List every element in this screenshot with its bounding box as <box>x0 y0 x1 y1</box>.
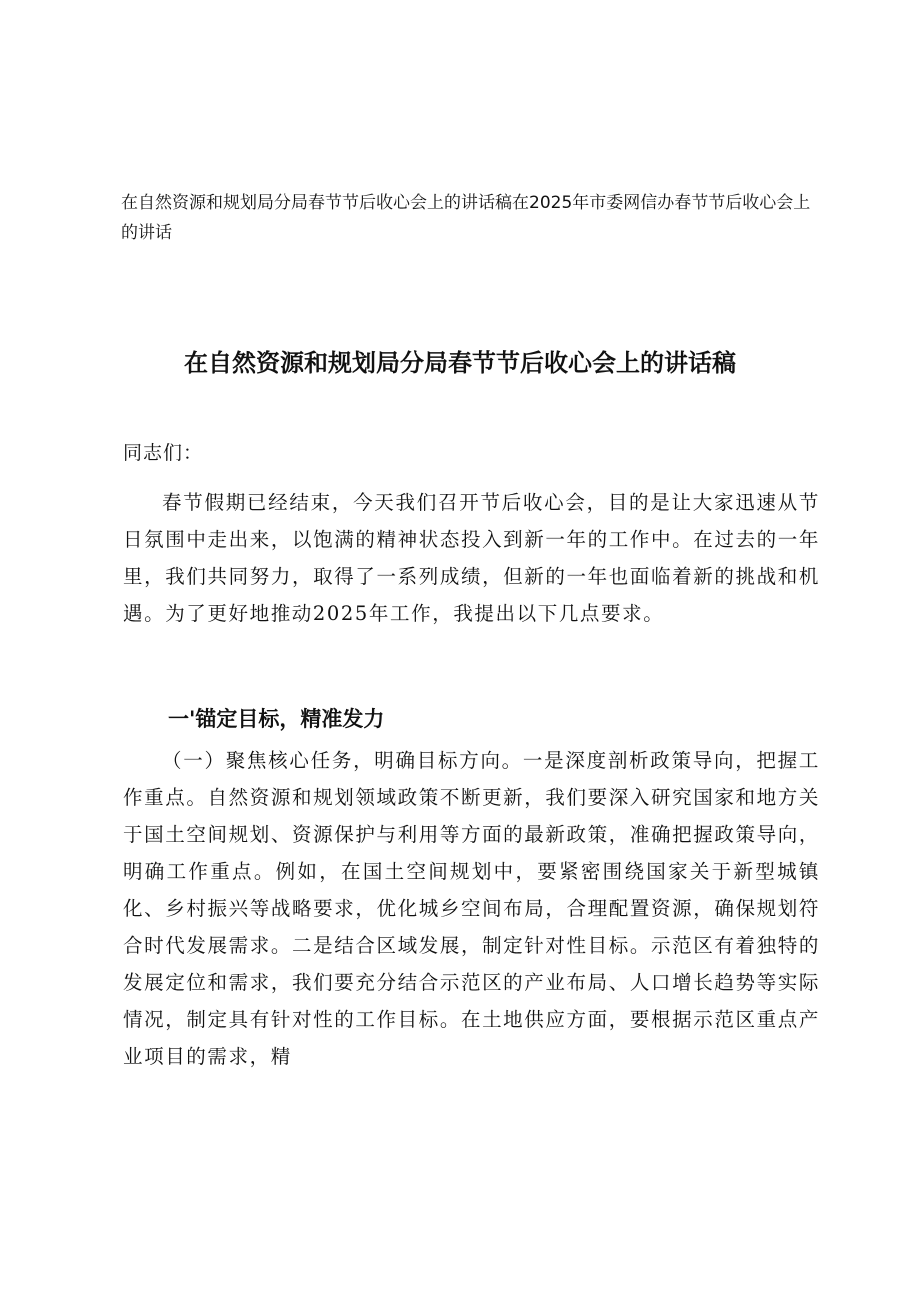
document-heading: 在自然资源和规划局分局春节节后收心会上的讲话稿在2025年市委网信办春节节后收心会上的讲话 <box>121 193 811 243</box>
salutation: 同志们： <box>123 442 204 464</box>
speech-title: 在自然资源和规划局分局春节节后收心会上的讲话稿 <box>184 349 736 377</box>
body-paragraph: 春节假期已经结束，今天我们召开节后收心会，目的是让大家迅速从节日氛围中走出来，以饱满的精神状态投入到新一年的工作中。在过去的一年里，我们共同努力，取得了一系列成绩，但新的一年也面临着新的挑战和机遇。为了更好地推动2025年工作，我提出以下几点要求。 <box>123 491 820 625</box>
section-paragraph: （一）聚焦核心任务，明确目标方向。一是深度剖析政策导向，把握工作重点。自然资源和规划领域政策不断更新，我们要深入研究国家和地方关于国土空间规划、资源保护与利用等方面的最新政策，准确把握政策导向，明确工作重点。例如，在国土空间规划中，要紧密围绕国家关于新型城镇化、乡村振兴等战略要求，优化城乡空间布局，合理配置资源，确保规划符合时代发展需求。二是结合区域发展，制定针对性目标。示范区有着独特的发展定位和需求，我们要充分结合示范区的产业布局、人口增长趋势等实际情况，制定具有针对性的工作目标。在土地供应方面，要根据示范区重点产业项目的需求，精 <box>123 749 820 1068</box>
section-heading: 一'锚定目标，精准发力 <box>168 707 385 731</box>
